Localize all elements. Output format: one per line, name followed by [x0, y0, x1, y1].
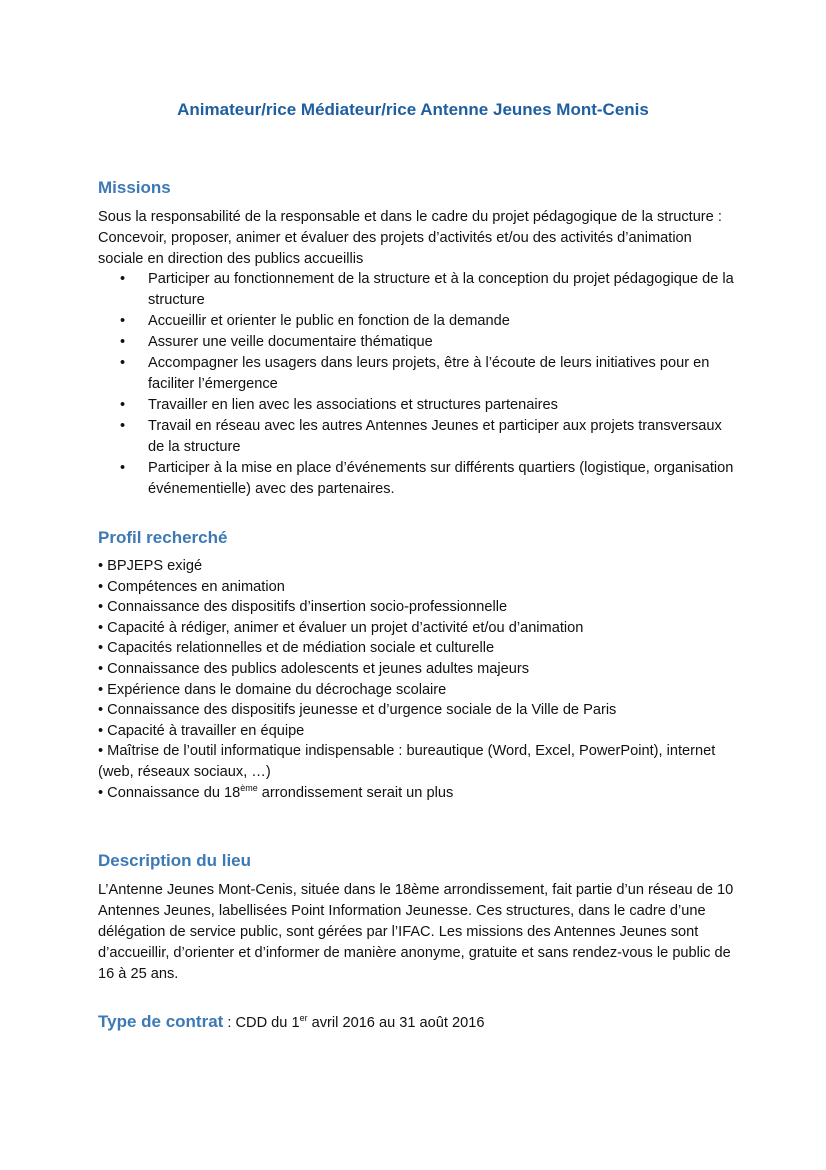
contract-separator: : — [223, 1015, 236, 1031]
contract-line — [98, 1012, 484, 1032]
contract-label: Type de contrat — [98, 1012, 224, 1031]
list-item: • Capacités relationnelles et de médiation sociale et culturelle — [98, 640, 495, 657]
superscript: er — [299, 1013, 308, 1024]
list-item: • Capacité à rédiger, animer et évaluer un projet d’activité et/ou d’animation — [98, 619, 584, 636]
list-item: • Expérience dans le domaine du décrochage scolaire — [98, 681, 447, 698]
list-item: • BPJEPS exigé — [98, 558, 203, 574]
contract-prefix: CDD du 1 — [235, 1015, 300, 1031]
list-item: • Accompagner les usagers dans leurs projets, être à l’écoute de leurs initiatives pour en faciliter l’émergence — [98, 353, 738, 395]
list-item: • Travailler en lien avec les associations et structures partenaires — [98, 395, 738, 416]
list-item: • Participer à la mise en place d’événements sur différents quartiers (logistique, organisation événementielle) avec des partenaires. — [98, 458, 738, 500]
contract-suffix: avril 2016 au 31 août 2016 — [307, 1015, 485, 1031]
page-title: Animateur/rice Médiateur/rice Antenne Jeunes Mont-Cenis — [177, 100, 649, 119]
superscript: ème — [240, 782, 258, 793]
list-item: • Participer au fonctionnement de la structure et à la conception du projet pédagogique de la structure — [98, 269, 738, 311]
list-item-suffix: arrondissement serait un plus — [257, 784, 454, 801]
missions-intro: Sous la responsabilité de la responsable et dans le cadre du projet pédagogique de la structure : Concevoir, proposer, animer et évaluer des projets d’activités et/ou des activités d’animation sociale en direction des publics accueillis — [98, 209, 722, 267]
list-item: • Connaissance des dispositifs jeunesse et d’urgence sociale de la Ville de Paris — [98, 702, 617, 719]
list-item: • Connaissance des publics adolescents et jeunes adultes majeurs — [98, 660, 530, 677]
lieu-text: L’Antenne Jeunes Mont-Cenis, située dans le 18ème arrondissement, fait partie d’un réseau de 10 Antennes Jeunes, labellisées Point Information Jeunesse. Ces structures, dans le cadre d’une délégation de service public, sont gérées par l’IFAC. Les missions des Antennes Jeunes sont d’accueillir, d’orienter et d’informer de manière anonyme, gratuite et sans rendez-vous le public de 16 à 25 ans. — [98, 882, 734, 982]
list-item: • Compétences en animation — [98, 578, 285, 595]
list-item: • Accueillir et orienter le public en fonction de la demande — [98, 311, 738, 332]
list-item-prefix: • Connaissance du 18 — [98, 784, 241, 801]
missions-heading: Missions — [98, 178, 171, 197]
lieu-heading: Description du lieu — [98, 851, 252, 870]
list-item: • Connaissance des dispositifs d’insertion socio-professionnelle — [98, 599, 508, 616]
list-item — [98, 783, 738, 804]
missions-list — [98, 269, 738, 500]
list-item: • Maîtrise de l’outil informatique indispensable : bureautique (Word, Excel, PowerPoint), internet (web, réseaux sociaux, …) — [98, 743, 716, 780]
list-item: • Travail en réseau avec les autres Antennes Jeunes et participer aux projets transversaux de la structure — [98, 416, 738, 458]
profil-list — [98, 556, 738, 803]
list-item: • Assurer une veille documentaire thématique — [98, 332, 738, 353]
list-item: • Capacité à travailler en équipe — [98, 722, 305, 739]
profil-heading: Profil recherché — [98, 528, 228, 547]
